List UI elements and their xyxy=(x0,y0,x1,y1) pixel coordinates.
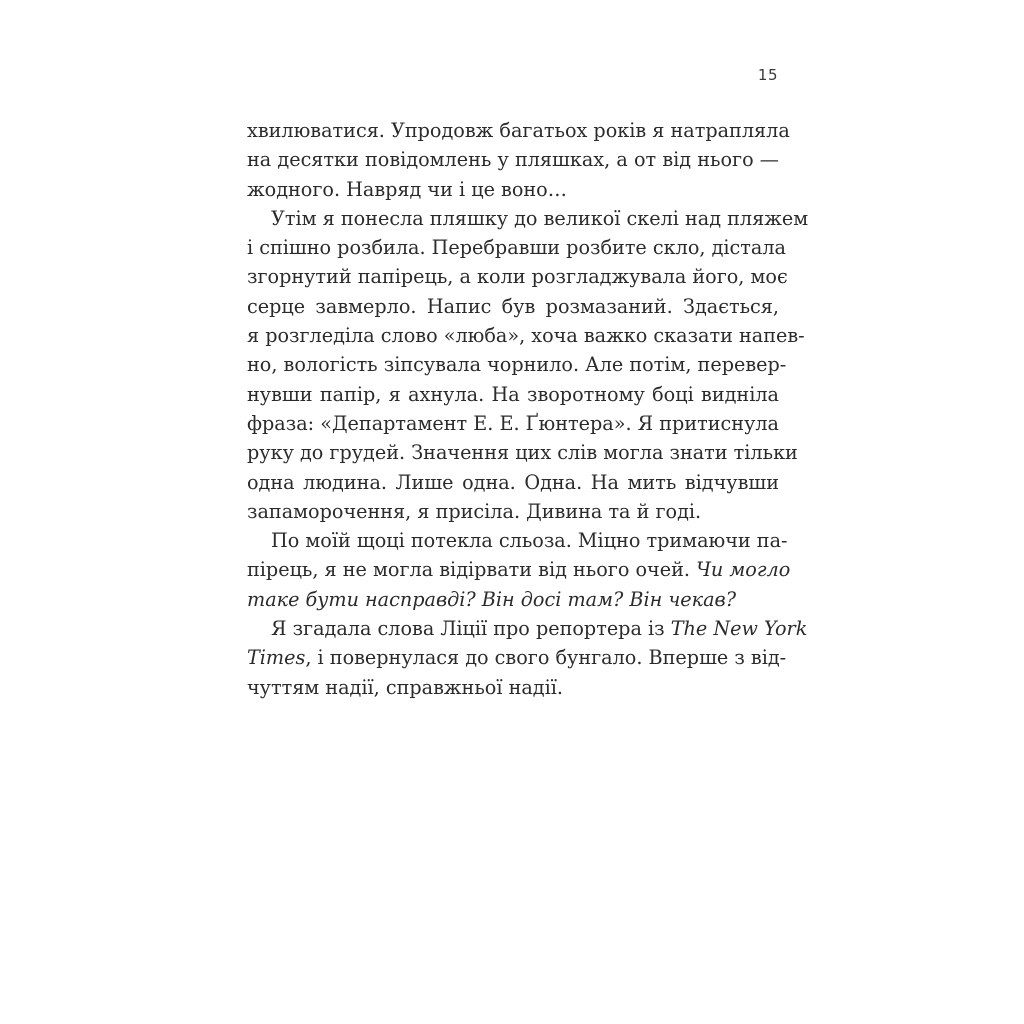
italic-text: Times xyxy=(247,646,306,670)
text-line: нувши папір, я ахнула. На зворотному боці видніла xyxy=(247,382,779,406)
text-line: згорнутий папірець, а коли розгладжувала його, моє xyxy=(247,265,788,289)
text-line: запаморочення, я присіла. Дивина та й годі. xyxy=(247,499,702,523)
text-line: серце завмерло. Напис був розмазаний. Здається, xyxy=(247,294,779,318)
text-line: таке бути насправді? Він досі там? Він чекав? xyxy=(247,587,737,611)
text-line: чуттям надії, справжньої надії. xyxy=(247,675,563,699)
text-line: на десятки повідомлень у пляшках, а от від нього — xyxy=(247,148,779,172)
text-line: Утім я понесла пляшку до великої скелі над пляжем xyxy=(271,206,809,230)
text-line: руку до грудей. Значення цих слів могла знати тільки xyxy=(247,441,798,465)
text-line: пірець, я не могла відірвати від нього очей. Чи могло xyxy=(247,558,791,582)
text-line: По моїй щоці потекла сльоза. Міцно тримаючи па- xyxy=(271,529,788,553)
text-line: но, вологість зіпсувала чорнило. Але потім, перевер- xyxy=(247,353,787,377)
text-line: я розгледіла слово «люба», хоча важко сказати напев- xyxy=(247,324,805,348)
paragraph xyxy=(247,526,791,614)
text-line: жодного. Навряд чи і це воно… xyxy=(247,177,567,201)
body-text xyxy=(247,116,809,702)
text-line: одна людина. Лише одна. Одна. На мить відчувши xyxy=(247,470,779,494)
page-number: 15 xyxy=(757,66,778,84)
text-line: хвилюватися. Упродовж багатьох років я натрапляла xyxy=(247,119,790,142)
text-line: і спішно розбила. Перебравши розбите скло, дістала xyxy=(247,236,786,260)
text-line: фраза: «Департамент Е. Е. Ґюнтера». Я притиснула xyxy=(247,411,779,435)
italic-text: The New York xyxy=(670,617,808,641)
paragraph xyxy=(247,204,809,526)
text-line: Times, і повернулася до свого бунгало. Вперше з від- xyxy=(247,646,787,670)
italic-text: Чи могло xyxy=(696,558,791,582)
paragraph xyxy=(247,614,808,702)
text-line: Я згадала слова Ліції про репортера із The New York xyxy=(271,617,808,641)
paragraph xyxy=(247,116,790,204)
